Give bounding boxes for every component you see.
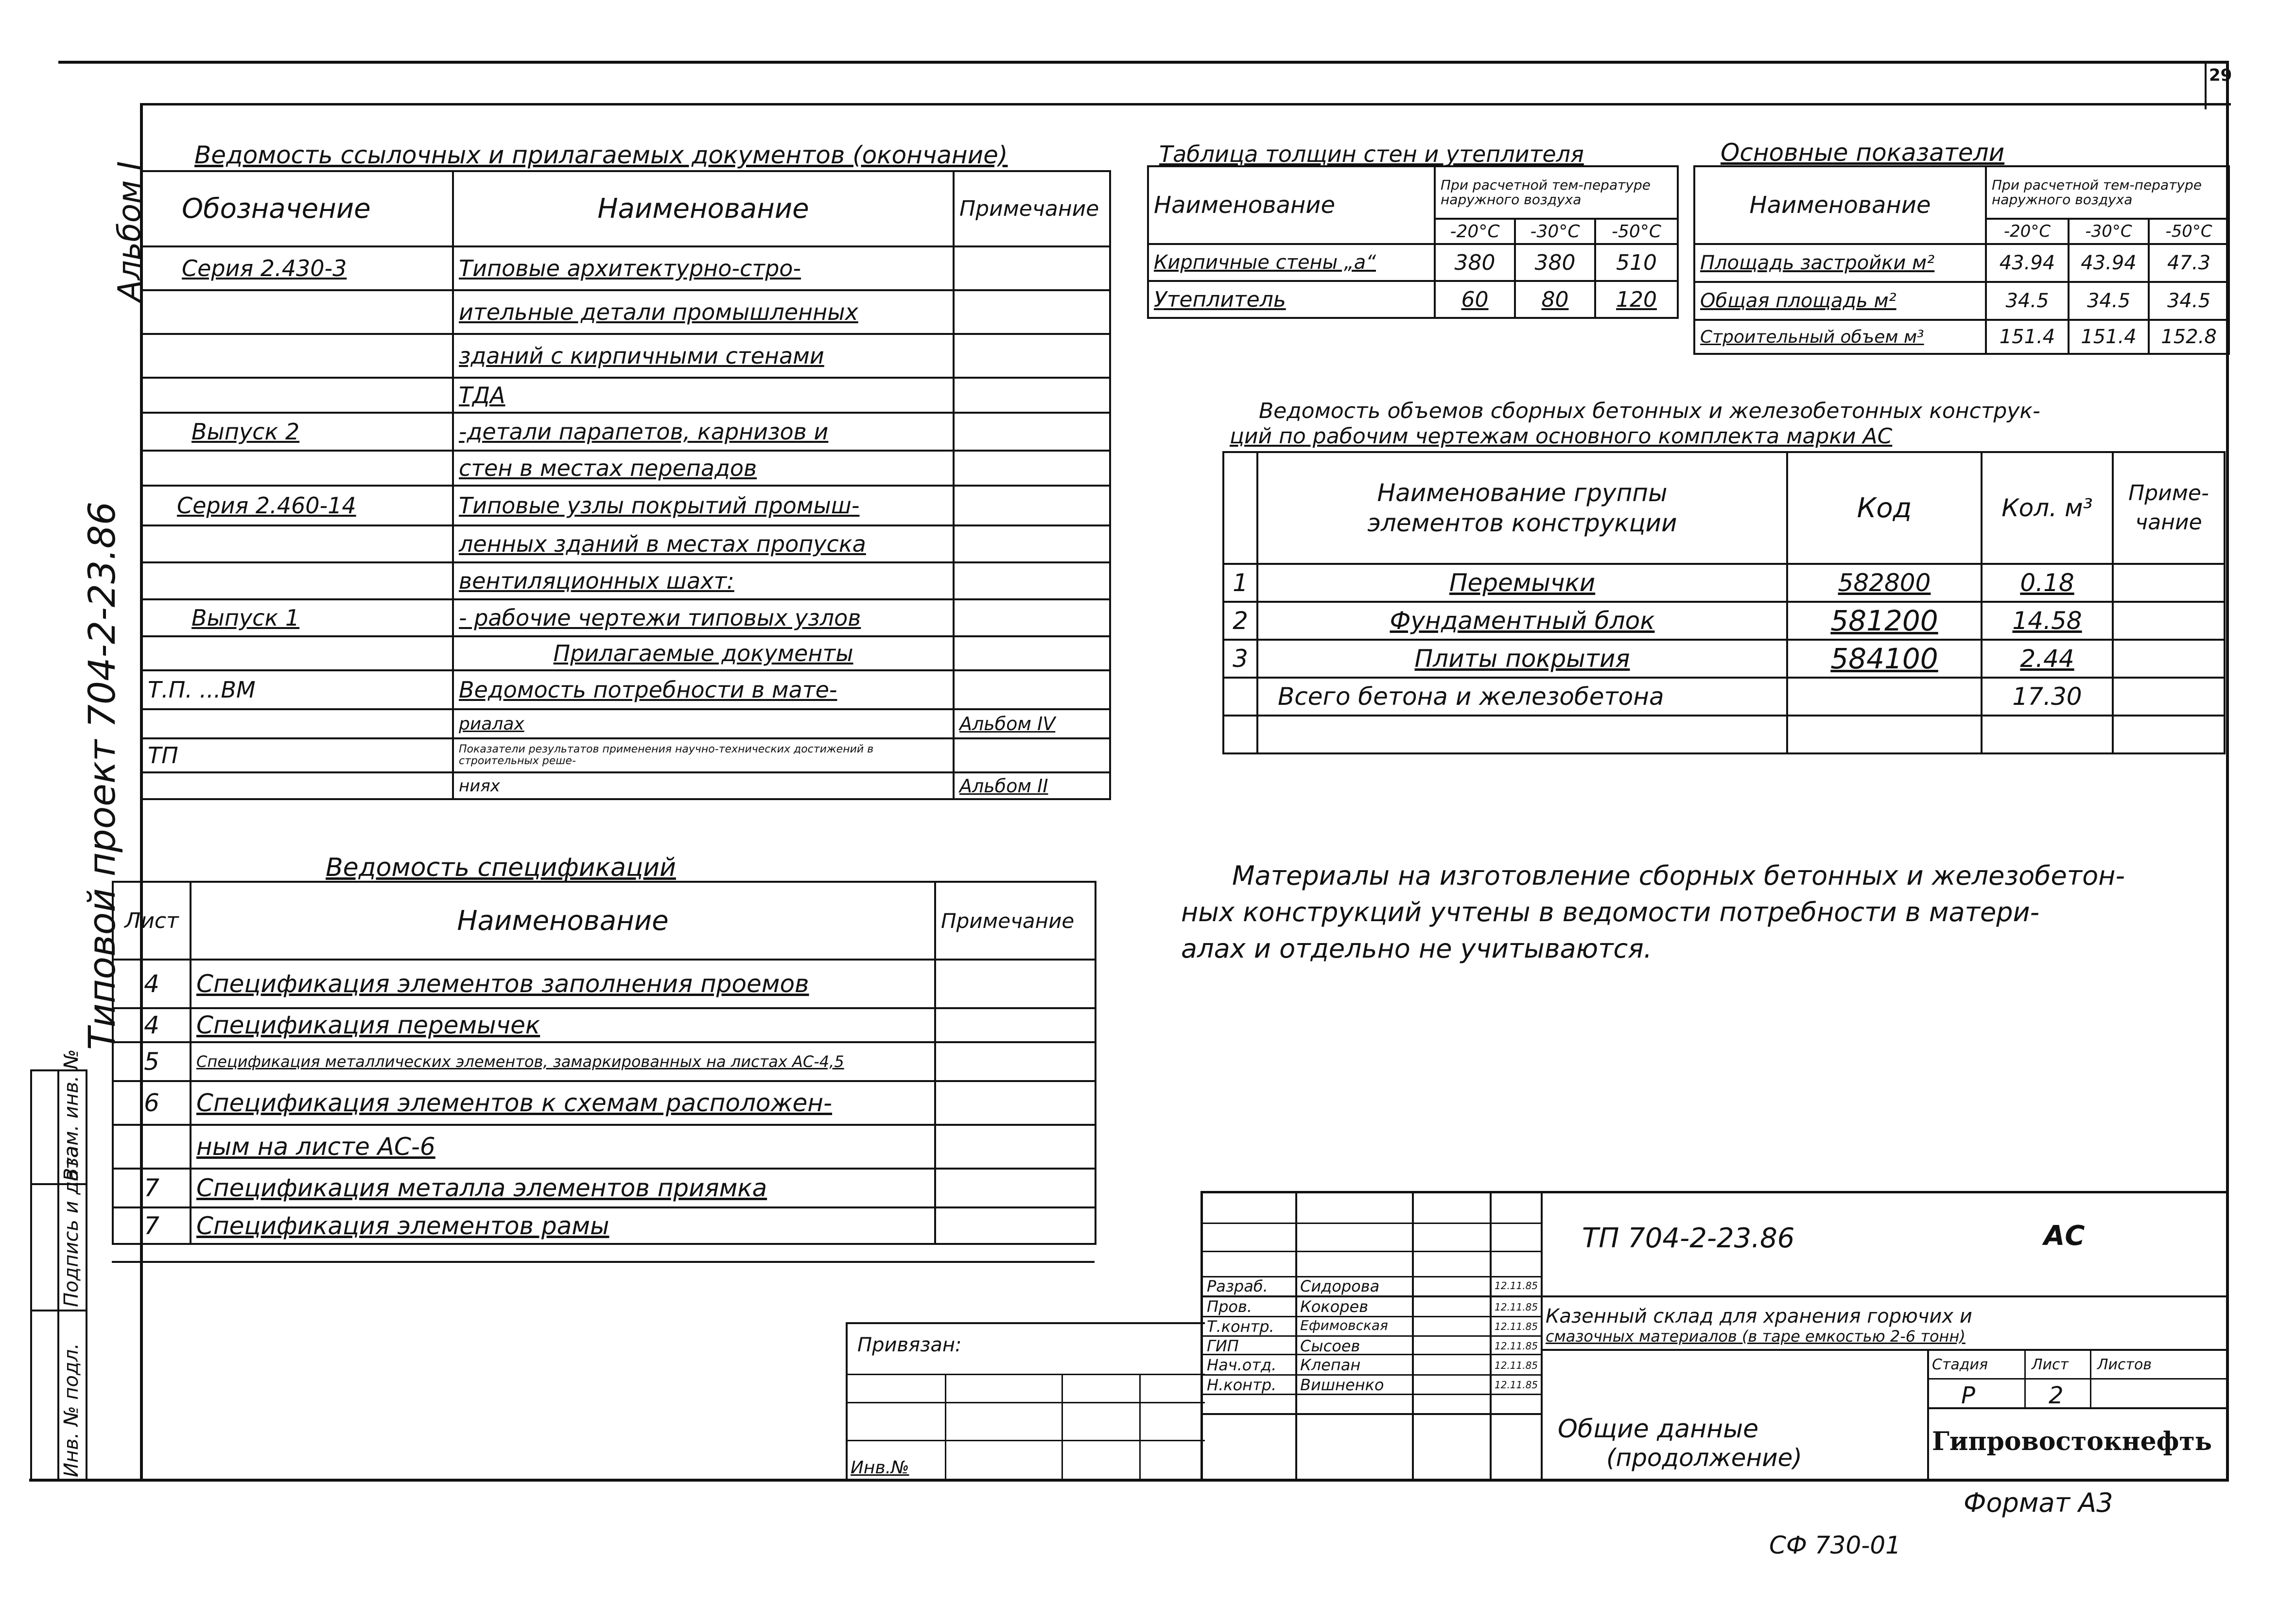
indicators-temp: -50°С [2149, 219, 2229, 244]
specs-note-cell [935, 1207, 1096, 1244]
indicators-header-group: При расчетной тем-пературе наружного воздуха [1986, 166, 2229, 219]
refs-table [141, 170, 1111, 800]
indicators-value: 151.4 [1986, 320, 2069, 354]
page-number: 29 [2209, 66, 2232, 85]
tb-staff-name: Клепан [1300, 1356, 1361, 1374]
indicators-value: 43.94 [1986, 244, 2069, 282]
indicators-title: Основные показатели [1721, 139, 2005, 167]
concrete-num: 3 [1223, 640, 1257, 678]
specs-name-cell: ным на листе АС-6 [191, 1125, 935, 1169]
refs-cell [954, 599, 1110, 636]
inv-label: Инв.№ [851, 1458, 909, 1478]
refs-cell: Серия 2.430-3 [142, 246, 453, 290]
refs-cell: ительные детали промышленных [453, 290, 954, 334]
specs-sheet-cell: 7 [113, 1207, 191, 1244]
tb-staff-role: Пров. [1207, 1297, 1252, 1316]
concrete-note [2113, 640, 2225, 678]
indicators-value: 151.4 [2069, 320, 2149, 354]
thickness-temp: -20°С [1435, 219, 1515, 244]
concrete-name: Фундаментный блок [1257, 602, 1787, 640]
concrete-header-note: Приме-чание [2113, 452, 2225, 564]
refs-cell [954, 562, 1110, 599]
refs-cell [142, 772, 453, 799]
tb-stage-value: Р [1961, 1382, 1975, 1409]
thickness-temp: -30°С [1515, 219, 1595, 244]
frame-inner-top [141, 103, 2231, 105]
refs-cell [142, 334, 453, 378]
thickness-header-name: Наименование [1148, 166, 1435, 244]
thickness-table [1147, 165, 1679, 319]
refs-cell [954, 334, 1110, 378]
concrete-header-name: Наименование группы элементов конструкции [1257, 452, 1787, 564]
concrete-table [1222, 451, 2226, 754]
refs-cell: ниях [453, 772, 954, 799]
refs-cell: Выпуск 2 [142, 413, 453, 451]
refs-cell [142, 709, 453, 738]
concrete-code: 581200 [1787, 602, 1982, 640]
tb-organization: Гипровостокнефть [1932, 1427, 2212, 1456]
refs-title: Ведомость ссылочных и прилагаемых документов (окончание) [194, 141, 1008, 169]
concrete-qty: 14.58 [1982, 602, 2113, 640]
concrete-header-num [1223, 452, 1257, 564]
concrete-name: Перемычки [1257, 564, 1787, 602]
concrete-code: 584100 [1787, 640, 1982, 678]
concrete-header-qty: Кол. м³ [1982, 452, 2113, 564]
refs-cell [954, 486, 1110, 525]
note-line-2: ных конструкций учтены в ведомости потребности в матери- [1181, 897, 2040, 927]
tb-object-line2: смазочных материалов (в таре емкостью 2-6 тонн) [1546, 1327, 1966, 1346]
specs-sheet-cell: 7 [113, 1169, 191, 1207]
tb-staff-date: 12.11.85 [1495, 1340, 1538, 1352]
tb-mark: АС [2044, 1220, 2085, 1252]
tb-sheet-title-2: (продолжение) [1606, 1444, 1802, 1472]
thickness-title: Таблица толщин стен и утеплителя [1159, 141, 1584, 167]
tb-stage-header: Стадия [1932, 1356, 1988, 1373]
refs-cell: -детали парапетов, карнизов и [453, 413, 954, 451]
specs-bottom-rule [112, 1261, 1095, 1263]
specs-name-cell: Спецификация элементов заполнения проемов [191, 960, 935, 1008]
refs-header-name: Наименование [453, 171, 954, 246]
specs-name-cell: Спецификация элементов к схемам расположен- [191, 1081, 935, 1125]
frame-right-sep [2205, 61, 2207, 109]
tb-staff-name: Сидорова [1300, 1277, 1380, 1295]
attached-label: Привязан: [857, 1334, 962, 1356]
tb-staff-date: 12.11.85 [1495, 1301, 1538, 1313]
tb-staff-name: Ефимовская [1300, 1317, 1388, 1333]
stamp-replace-label: Взам. инв. № [60, 1049, 83, 1181]
tb-staff-name: Кокорев [1300, 1297, 1369, 1316]
refs-cell [954, 451, 1110, 486]
indicators-temp: -30°С [2069, 219, 2149, 244]
refs-cell: Типовые архитектурно-стро- [453, 246, 954, 290]
refs-cell: Ведомость потребности в мате- [453, 670, 954, 709]
refs-cell [954, 670, 1110, 709]
tb-sheet-title-1: Общие данные [1558, 1415, 1759, 1444]
refs-cell [142, 378, 453, 413]
specs-title: Ведомость спецификаций [326, 853, 676, 882]
concrete-qty: 2.44 [1982, 640, 2113, 678]
indicators-value: 34.5 [1986, 282, 2069, 320]
thickness-value: 510 [1595, 244, 1678, 281]
thickness-value: 120 [1595, 281, 1678, 318]
refs-cell [142, 451, 453, 486]
tb-staff-date: 12.11.85 [1495, 1321, 1538, 1332]
refs-cell: зданий с кирпичными стенами [453, 334, 954, 378]
indicators-header-name: Наименование [1694, 166, 1986, 244]
side-project-label: Типовой проект 704-2-23.86 [80, 501, 123, 1050]
refs-cell: ТДА [453, 378, 954, 413]
refs-cell: Показатели результатов применения научно-технических достижений в строительных реше- [453, 738, 954, 772]
thickness-value: 380 [1435, 244, 1515, 281]
concrete-num: 2 [1223, 602, 1257, 640]
tb-staff-date: 12.11.85 [1495, 1379, 1538, 1391]
form-code: СФ 730-01 [1769, 1531, 1901, 1559]
refs-cell: ленных зданий в местах пропуска [453, 525, 954, 562]
concrete-note [2113, 602, 2225, 640]
specs-table [112, 881, 1096, 1245]
refs-cell: риалах [453, 709, 954, 738]
thickness-value: 380 [1515, 244, 1595, 281]
refs-cell: Альбом IV [954, 709, 1110, 738]
refs-cell: вентиляционных шахт: [453, 562, 954, 599]
concrete-num: 1 [1223, 564, 1257, 602]
specs-header-name: Наименование [191, 882, 935, 960]
specs-sheet-cell: 5 [113, 1042, 191, 1081]
note-line-1: Материалы на изготовление сборных бетонных и железобетон- [1232, 860, 2125, 891]
specs-sheet-cell: 4 [113, 1008, 191, 1042]
concrete-note [2113, 564, 2225, 602]
refs-header-designation: Обозначение [142, 171, 453, 246]
refs-cell [954, 525, 1110, 562]
refs-cell [142, 290, 453, 334]
tb-object-line1: Казенный склад для хранения горючих и [1546, 1305, 1972, 1328]
indicators-row-name: Площадь застройки м² [1694, 244, 1986, 282]
tb-staff-role: Н.контр. [1207, 1376, 1277, 1394]
left-stamp [30, 1049, 87, 1480]
indicators-value: 34.5 [2069, 282, 2149, 320]
thickness-row-name: Утеплитель [1148, 281, 1435, 318]
refs-cell: Выпуск 1 [142, 599, 453, 636]
thickness-row-name: Кирпичные стены „a“ [1148, 244, 1435, 281]
refs-cell [142, 636, 453, 670]
specs-sheet-cell: 6 [113, 1081, 191, 1125]
concrete-header-code: Код [1787, 452, 1982, 564]
indicators-table [1693, 165, 2230, 355]
refs-cell: Прилагаемые документы [453, 636, 954, 670]
concrete-qty: 0.18 [1982, 564, 2113, 602]
specs-name-cell: Спецификация перемычек [191, 1008, 935, 1042]
indicators-value: 47.3 [2149, 244, 2229, 282]
specs-name-cell: Спецификация элементов рамы [191, 1207, 935, 1244]
specs-header-sheet: Лист [113, 882, 191, 960]
refs-cell [954, 636, 1110, 670]
tb-staff-role: ГИП [1207, 1337, 1239, 1355]
tb-staff-date: 12.11.85 [1495, 1360, 1538, 1371]
specs-note-cell [935, 1008, 1096, 1042]
indicators-value: 34.5 [2149, 282, 2229, 320]
concrete-code [1787, 678, 1982, 716]
tb-staff-role: Нач.отд. [1207, 1356, 1277, 1374]
thickness-temp: -50°С [1595, 219, 1678, 244]
thickness-header-group: При расчетной тем-пературе наружного воздуха [1435, 166, 1678, 219]
concrete-title-line2: ций по рабочим чертежам основного комплекта марки АС [1230, 424, 1893, 449]
concrete-name: Плиты покрытия [1257, 640, 1787, 678]
specs-name-cell: Спецификация металлических элементов, замаркированных на листах АС-4,5 [191, 1042, 935, 1081]
concrete-name: Всего бетона и железобетона [1257, 678, 1787, 716]
specs-sheet-cell [113, 1125, 191, 1169]
tb-staff-role: Разраб. [1207, 1277, 1268, 1295]
thickness-value: 80 [1515, 281, 1595, 318]
specs-note-cell [935, 1081, 1096, 1125]
tb-staff-name: Вишненко [1300, 1376, 1384, 1394]
title-block [1200, 1191, 2228, 1481]
indicators-temp: -20°С [1986, 219, 2069, 244]
thickness-value: 60 [1435, 281, 1515, 318]
specs-note-cell [935, 1125, 1096, 1169]
side-album-label: Альбом I [112, 161, 148, 301]
tb-staff-name: Сысоев [1300, 1337, 1360, 1355]
refs-cell [954, 378, 1110, 413]
stamp-sign-label: Подпись и дата [60, 1146, 83, 1307]
refs-cell: стен в местах перепадов [453, 451, 954, 486]
indicators-value: 152.8 [2149, 320, 2229, 354]
refs-cell: Альбом II [954, 772, 1110, 799]
concrete-code: 582800 [1787, 564, 1982, 602]
attached-block [846, 1322, 1205, 1481]
refs-cell [954, 246, 1110, 290]
refs-cell: Типовые узлы покрытий промыш- [453, 486, 954, 525]
tb-code: ТП 704-2-23.86 [1582, 1223, 1795, 1254]
format-label: Формат А3 [1964, 1487, 2113, 1518]
refs-cell: - рабочие чертежи типовых узлов [453, 599, 954, 636]
tb-staff-date: 12.11.85 [1495, 1280, 1538, 1292]
stamp-inv-label: Инв. № подл. [60, 1343, 83, 1477]
specs-sheet-cell: 4 [113, 960, 191, 1008]
frame-top-line [58, 61, 2226, 64]
refs-cell [954, 738, 1110, 772]
specs-note-cell [935, 1042, 1096, 1081]
refs-cell: Серия 2.460-14 [142, 486, 453, 525]
refs-cell [954, 413, 1110, 451]
tb-sheets-header: Листов [2097, 1356, 2152, 1373]
specs-note-cell [935, 960, 1096, 1008]
refs-header-note: Примечание [954, 171, 1110, 246]
refs-cell [142, 562, 453, 599]
refs-cell [954, 290, 1110, 334]
specs-note-cell [935, 1169, 1096, 1207]
refs-cell: ТП [142, 738, 453, 772]
tb-staff-role: Т.контр. [1207, 1317, 1274, 1336]
indicators-row-name: Общая площадь м² [1694, 282, 1986, 320]
tb-sheet-header: Лист [2032, 1356, 2069, 1373]
concrete-qty: 17.30 [1982, 678, 2113, 716]
concrete-note [2113, 678, 2225, 716]
tb-sheet-value: 2 [2049, 1382, 2064, 1409]
refs-cell: Т.П. ...ВМ [142, 670, 453, 709]
indicators-row-name: Строительный объем м³ [1694, 320, 1986, 354]
specs-name-cell: Спецификация металла элементов приямка [191, 1169, 935, 1207]
specs-header-note: Примечание [935, 882, 1096, 960]
indicators-value: 43.94 [2069, 244, 2149, 282]
concrete-title-line1: Ведомость объемов сборных бетонных и железобетонных конструк- [1259, 399, 2040, 423]
concrete-num [1223, 678, 1257, 716]
refs-cell [142, 525, 453, 562]
note-line-3: алах и отдельно не учитываются. [1181, 933, 1652, 964]
